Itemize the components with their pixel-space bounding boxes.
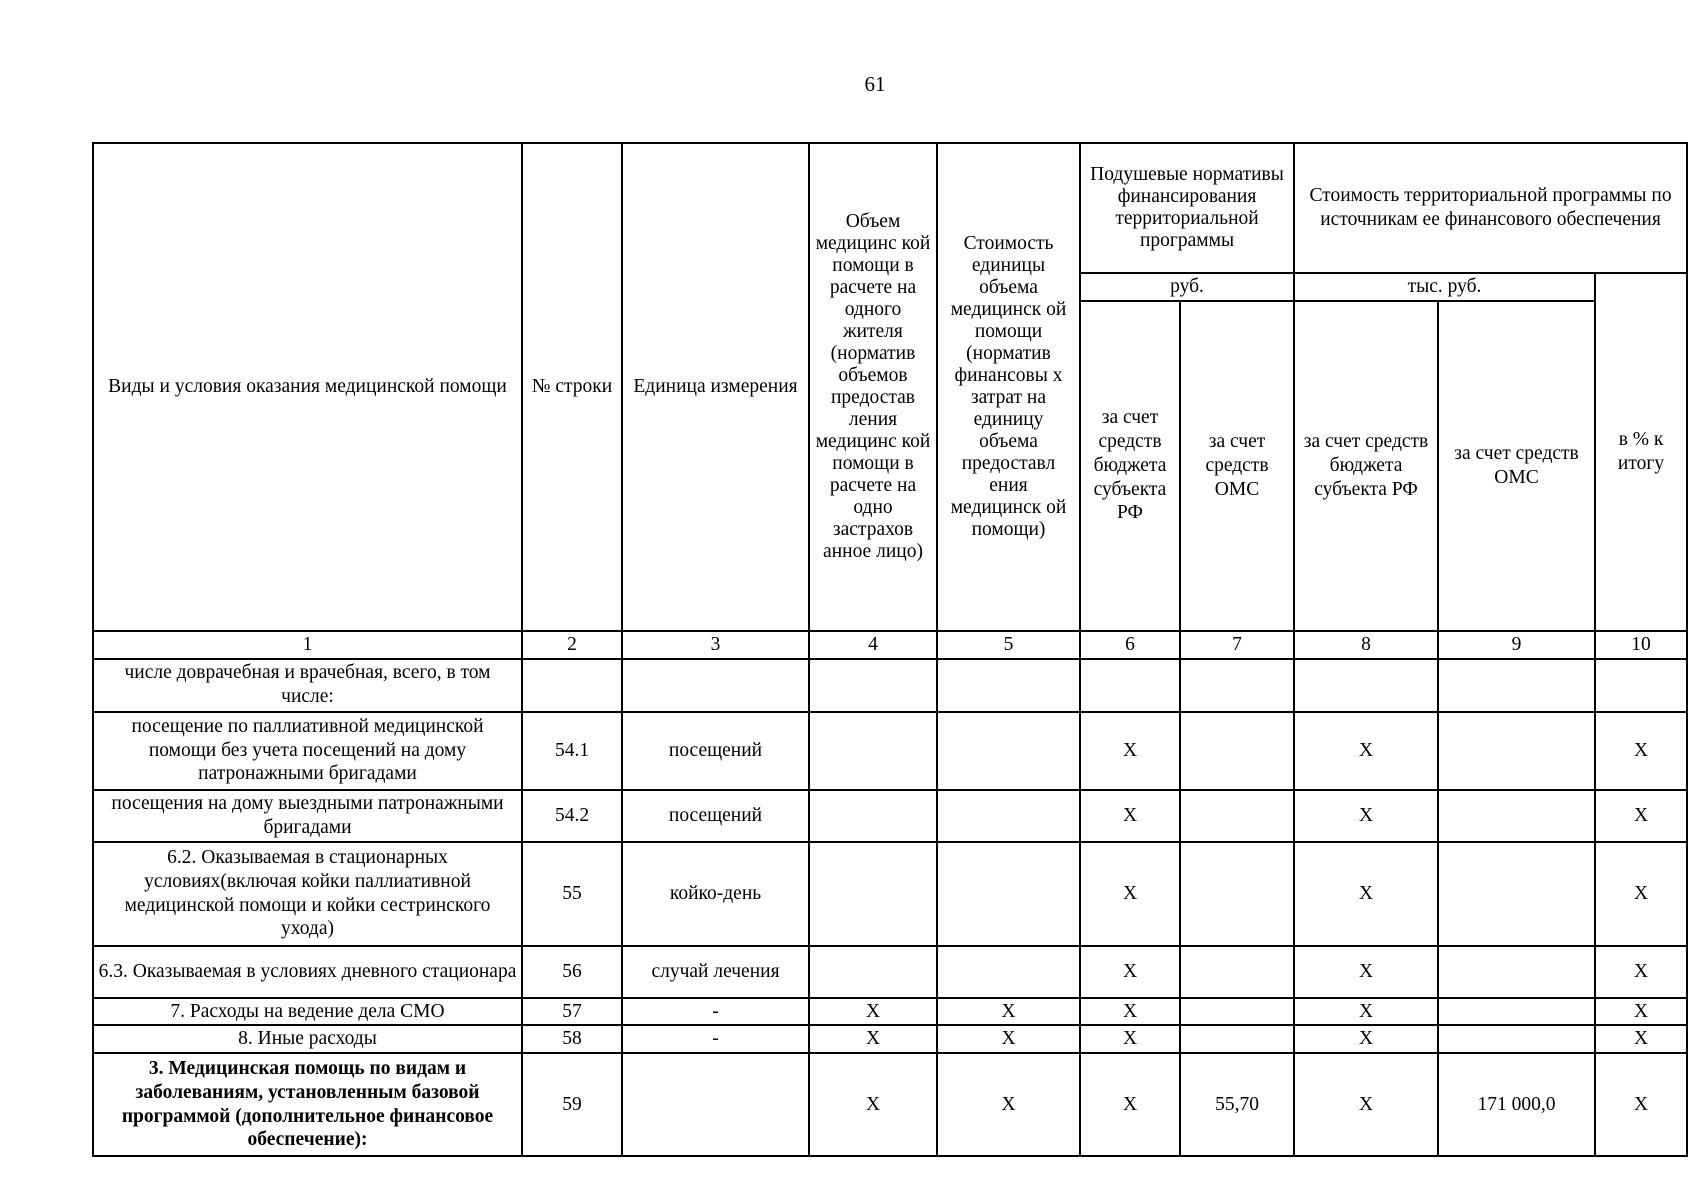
row-cost-budget: X (1294, 946, 1438, 998)
row-volume (809, 790, 937, 842)
row-unit-cost (937, 946, 1080, 998)
row-unit: случай лечения (622, 946, 809, 998)
row-cost-oms (1438, 790, 1595, 842)
row-name: посещения на дому выездными патронажными бригадами (93, 790, 522, 842)
row-cost-budget: X (1294, 1053, 1438, 1156)
row-line-number: 54.1 (522, 712, 622, 790)
row-unit (622, 659, 809, 712)
row-volume: X (809, 1053, 937, 1156)
row-per-capita-oms (1180, 998, 1294, 1026)
column-number: 5 (937, 631, 1080, 659)
table-row (93, 659, 1687, 712)
row-unit: койко-день (622, 842, 809, 946)
row-volume: X (809, 1025, 937, 1053)
header-cost-group: Стоимость территориальной программы по источникам ее финансового обеспечения (1294, 143, 1687, 273)
column-number: 8 (1294, 631, 1438, 659)
header-kinds: Виды и условия оказания медицинской помощи (93, 143, 522, 631)
header-unit-rub: руб. (1080, 273, 1294, 301)
row-volume (809, 712, 937, 790)
row-percent: X (1595, 712, 1687, 790)
row-line-number: 54.2 (522, 790, 622, 842)
row-line-number: 55 (522, 842, 622, 946)
table-body (93, 659, 1687, 1157)
row-cost-oms (1438, 659, 1595, 712)
row-per-capita-budget: X (1080, 1025, 1180, 1053)
row-per-capita-oms (1180, 1025, 1294, 1053)
header-budget-thousand: за счет средств бюджета субъекта РФ (1294, 301, 1438, 631)
column-number: 9 (1438, 631, 1595, 659)
header-percent: в % к итогу (1595, 273, 1687, 631)
row-line-number (522, 659, 622, 712)
row-per-capita-oms (1180, 842, 1294, 946)
table-row (93, 946, 1687, 998)
table-row (93, 1053, 1687, 1156)
row-percent: X (1595, 790, 1687, 842)
row-unit (622, 1053, 809, 1156)
row-cost-budget (1294, 659, 1438, 712)
row-name: 6.2. Оказываемая в стационарных условиях(включая койки паллиативной медицинской помощи и койки сестринского ухода) (93, 842, 522, 946)
row-cost-oms (1438, 998, 1595, 1026)
row-per-capita-budget: X (1080, 946, 1180, 998)
row-percent: X (1595, 842, 1687, 946)
row-unit: посещений (622, 712, 809, 790)
column-number: 7 (1180, 631, 1294, 659)
row-unit-cost: X (937, 1053, 1080, 1156)
table-row (93, 1025, 1687, 1053)
row-cost-oms (1438, 946, 1595, 998)
row-name: числе доврачебная и врачебная, всего, в том числе: (93, 659, 522, 712)
row-line-number: 57 (522, 998, 622, 1026)
column-number: 4 (809, 631, 937, 659)
header-volume: Объем медицинс кой помощи в расчете на одного жителя (норматив объемов предостав ления медицинс кой помощи в расчете на одно застрахов анное лицо) (809, 143, 937, 631)
row-per-capita-budget (1080, 659, 1180, 712)
row-line-number: 58 (522, 1025, 622, 1053)
row-unit-cost: X (937, 998, 1080, 1026)
header-row-number: № строки (522, 143, 622, 631)
row-percent: X (1595, 946, 1687, 998)
row-cost-budget: X (1294, 998, 1438, 1026)
row-per-capita-oms (1180, 946, 1294, 998)
row-per-capita-oms (1180, 659, 1294, 712)
row-name: посещение по паллиативной медицинской помощи без учета посещений на дому патронажными бригадами (93, 712, 522, 790)
column-number: 10 (1595, 631, 1687, 659)
header-unit-cost: Стоимость единицы объема медицинск ой помощи (норматив финансовы х затрат на единицу объема предоставл ения медицинск ой помощи) (937, 143, 1080, 631)
header-unit: Единица измерения (622, 143, 809, 631)
row-cost-budget: X (1294, 842, 1438, 946)
table-row (93, 790, 1687, 842)
row-line-number: 59 (522, 1053, 622, 1156)
row-per-capita-budget: X (1080, 790, 1180, 842)
row-per-capita-oms (1180, 712, 1294, 790)
row-per-capita-budget: X (1080, 1053, 1180, 1156)
row-unit: - (622, 1025, 809, 1053)
row-name: 7. Расходы на ведение дела СМО (93, 998, 522, 1026)
financing-table (92, 142, 1688, 1157)
table-row (93, 842, 1687, 946)
row-cost-budget: X (1294, 712, 1438, 790)
row-cost-budget: X (1294, 1025, 1438, 1053)
column-number: 6 (1080, 631, 1180, 659)
row-unit: - (622, 998, 809, 1026)
row-percent: X (1595, 1053, 1687, 1156)
header-budget-rub: за счет средств бюджета субъекта РФ (1080, 301, 1180, 631)
row-percent: X (1595, 1025, 1687, 1053)
table-row (93, 998, 1687, 1026)
column-number: 1 (93, 631, 522, 659)
row-percent (1595, 659, 1687, 712)
row-per-capita-oms: 55,70 (1180, 1053, 1294, 1156)
header-unit-thousand-rub: тыс. руб. (1294, 273, 1595, 301)
row-line-number: 56 (522, 946, 622, 998)
column-number: 2 (522, 631, 622, 659)
row-per-capita-budget: X (1080, 712, 1180, 790)
header-per-capita-group: Подушевые нормативы финансирования территориальной программы (1080, 143, 1294, 273)
row-cost-oms: 171 000,0 (1438, 1053, 1595, 1156)
page-number: 61 (864, 72, 886, 96)
row-name: 8. Иные расходы (93, 1025, 522, 1053)
row-unit-cost (937, 659, 1080, 712)
row-unit-cost (937, 712, 1080, 790)
row-cost-oms (1438, 842, 1595, 946)
row-percent: X (1595, 998, 1687, 1026)
row-per-capita-oms (1180, 790, 1294, 842)
row-unit-cost (937, 790, 1080, 842)
header-oms-rub: за счет средств ОМС (1180, 301, 1294, 631)
row-name: 3. Медицинская помощь по видам и заболеваниям, установленным базовой программой (дополнительное финансовое обеспечение): (93, 1053, 522, 1156)
row-per-capita-budget: X (1080, 998, 1180, 1026)
header-oms-thousand: за счет средств ОМС (1438, 301, 1595, 631)
row-volume (809, 842, 937, 946)
row-volume (809, 946, 937, 998)
row-volume: X (809, 998, 937, 1026)
row-unit: посещений (622, 790, 809, 842)
row-volume (809, 659, 937, 712)
row-cost-oms (1438, 712, 1595, 790)
column-number: 3 (622, 631, 809, 659)
row-cost-budget: X (1294, 790, 1438, 842)
row-unit-cost (937, 842, 1080, 946)
row-name: 6.3. Оказываемая в условиях дневного стационара (93, 946, 522, 998)
row-cost-oms (1438, 1025, 1595, 1053)
table-row (93, 712, 1687, 790)
row-unit-cost: X (937, 1025, 1080, 1053)
row-per-capita-budget: X (1080, 842, 1180, 946)
